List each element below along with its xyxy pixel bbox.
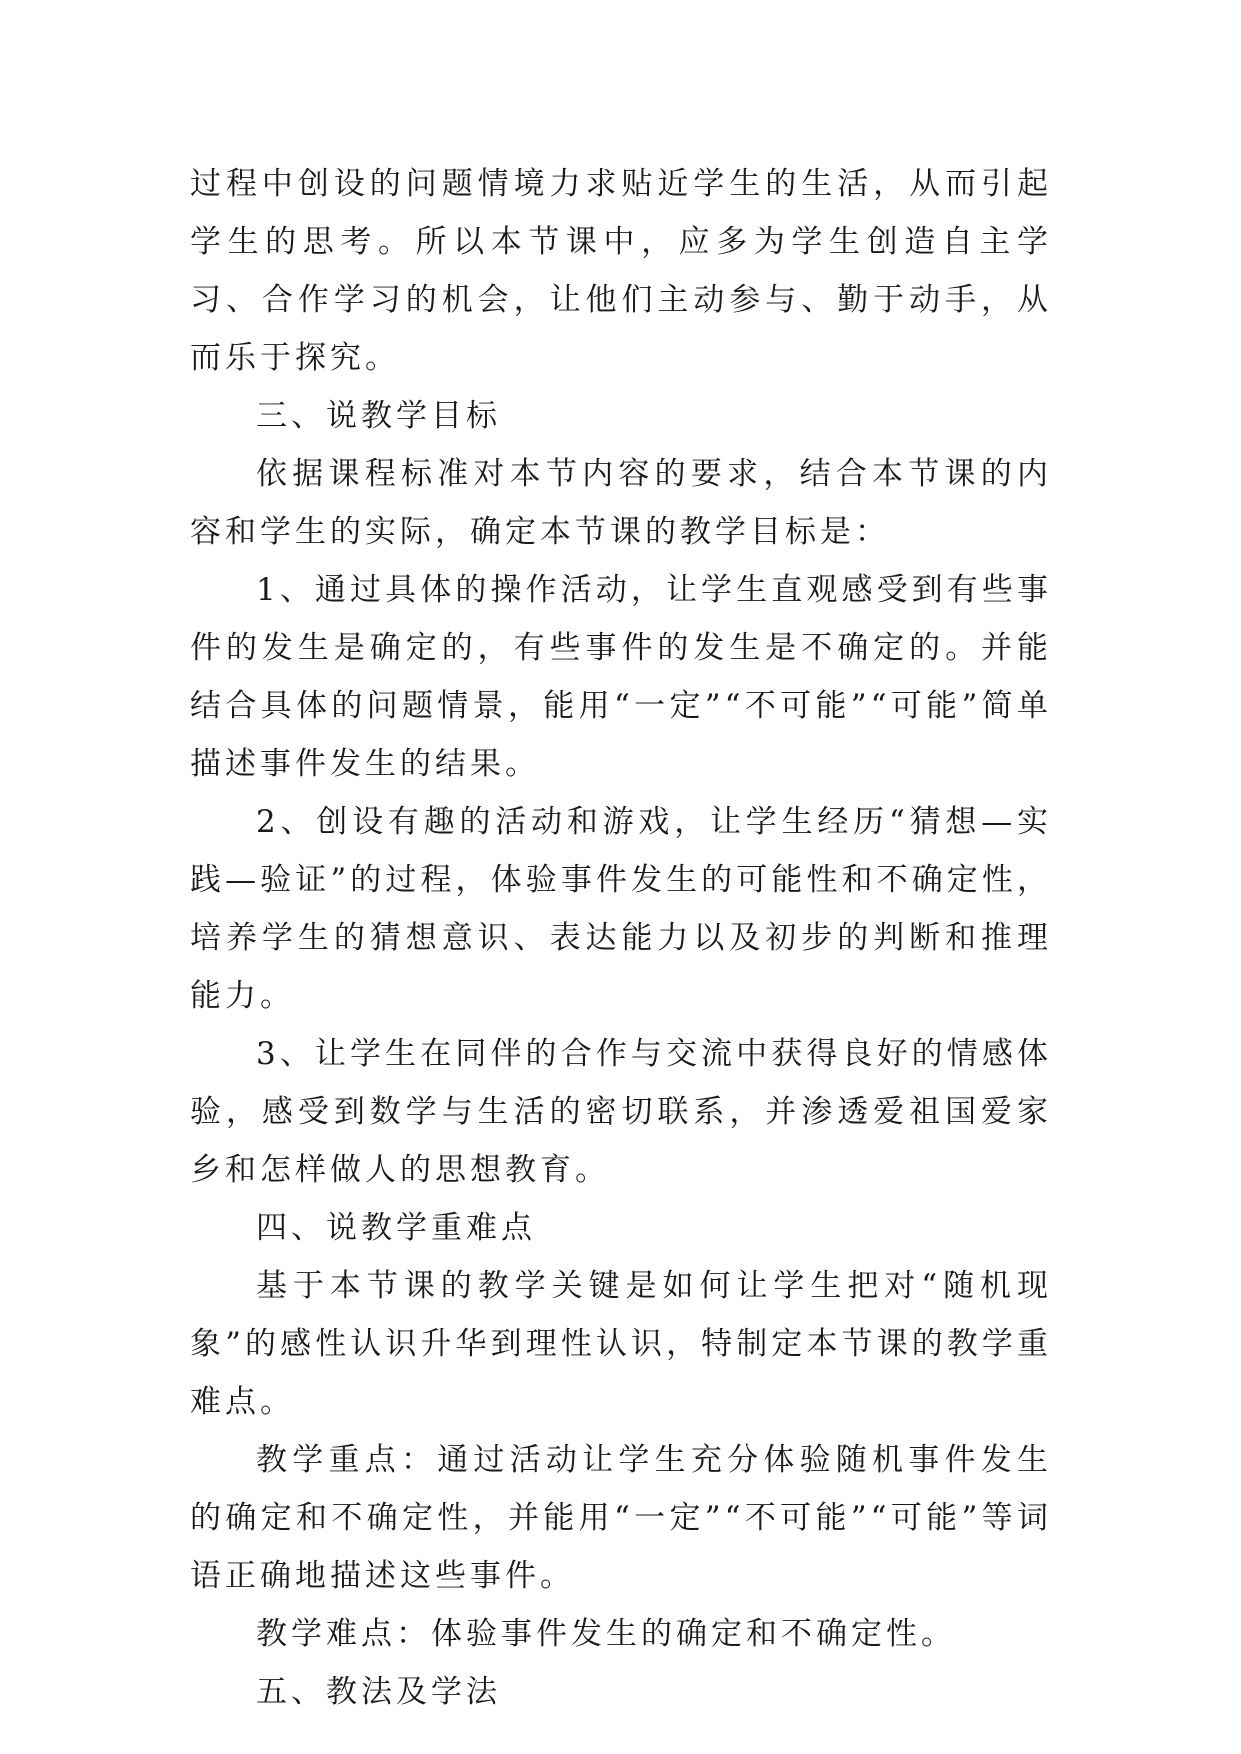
paragraph-teaching-difficulty: 教学难点：体验事件发生的确定和不确定性。 [256, 1616, 956, 1652]
paragraph-teaching-focus: 教学重点：通过活动让学生充分体验随机事件发生的确定和不确定性，并能用“一定”“不可能”“可能”等词语正确地描述这些事件。 [190, 1442, 1052, 1594]
section-heading-key-difficult-points: 四、说教学重难点 [256, 1210, 536, 1246]
section-heading-methods: 五、教法及学法 [256, 1674, 501, 1710]
paragraph-goal-2: 2、创设有趣的活动和游戏，让学生经历“猜想—实践—验证”的过程，体验事件发生的可能性和不确定性，培养学生的猜想意识、表达能力以及初步的判断和推理能力。 [190, 804, 1052, 1014]
paragraph-goal-1: 1、通过具体的操作活动，让学生直观感受到有些事件的发生是确定的，有些事件的发生是不确定的。并能结合具体的问题情景，能用“一定”“不可能”“可能”简单描述事件发生的结果。 [190, 572, 1052, 782]
paragraph-key-points-intro: 基于本节课的教学关键是如何让学生把对“随机现象”的感性认识升华到理性认识，特制定本节课的教学重难点。 [190, 1268, 1052, 1420]
section-heading-teaching-goals: 三、说教学目标 [256, 398, 501, 434]
paragraph-continuation: 过程中创设的问题情境力求贴近学生的生活，从而引起学生的思考。所以本节课中，应多为学生创造自主学习、合作学习的机会，让他们主动参与、勤于动手，从而乐于探究。 [190, 166, 1052, 376]
document-body [190, 155, 1052, 1721]
paragraph-goals-intro: 依据课程标准对本节内容的要求，结合本节课的内容和学生的实际，确定本节课的教学目标是： [190, 456, 1052, 550]
paragraph-goal-3: 3、让学生在同伴的合作与交流中获得良好的情感体验，感受到数学与生活的密切联系，并渗透爱祖国爱家乡和怎样做人的思想教育。 [190, 1036, 1052, 1188]
